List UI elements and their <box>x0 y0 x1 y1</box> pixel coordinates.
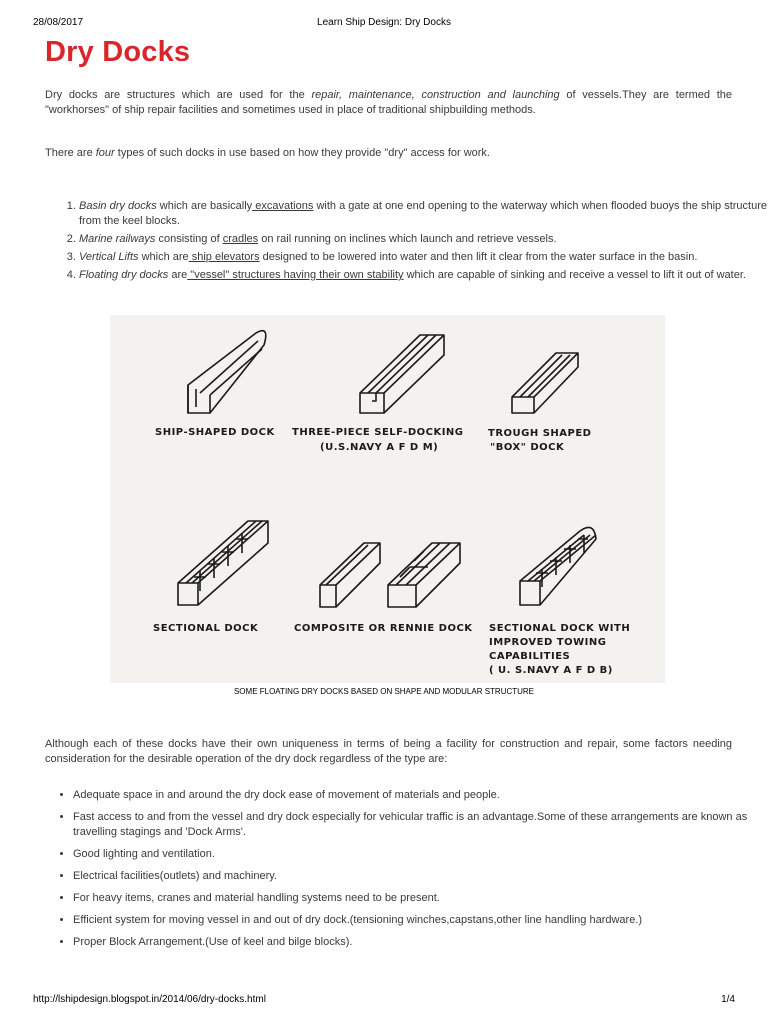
intro-text-2: of vessels.They are termed the "workhorses" of ship repair facilities and sometimes used in place of traditional shipbuilding methods. <box>45 89 732 116</box>
dock-type-link[interactable]: ship elevators <box>188 251 260 263</box>
intro-emphasis: repair, maintenance, construction and launching <box>311 89 560 101</box>
sectional-dock-drawing <box>178 521 268 605</box>
label-trough-dock: TROUGH SHAPED <box>488 428 592 439</box>
dock-type-text: are <box>168 269 188 281</box>
print-page-number: 1/4 <box>721 994 735 1005</box>
list-item: • Fast access to and from the vessel and dry dock especially for vehicular traffic is an advantage.Some of these arrangements are known as travelling stagings and 'Dock Arms'. <box>73 810 753 840</box>
dock-type-name: Vertical Lifts <box>79 251 139 263</box>
list-item <box>79 199 767 229</box>
label-improved-dock-1: SECTIONAL DOCK WITH <box>489 623 631 634</box>
improved-sectional-dock-drawing <box>520 527 596 605</box>
list-item <box>79 232 767 247</box>
dock-type-name: Floating dry docks <box>79 269 169 281</box>
dock-type-name: Basin dry docks <box>79 200 157 212</box>
dock-type-text: with a gate at one end opening to the waterway which when flooded buoys the ship structure from the keel blocks. <box>79 200 768 227</box>
print-url: http://lshipdesign.blogspot.in/2014/06/dry-docks.html <box>33 994 266 1005</box>
floating-docks-illustration <box>110 315 665 683</box>
types-intro-text-1: There are <box>45 147 96 159</box>
label-improved-dock-4: ( U. S.NAVY A F D B) <box>489 665 613 676</box>
list-item: • Electrical facilities(outlets) and machinery. <box>73 869 753 884</box>
dock-type-text: designed to be lowered into water and then lift it clear from the water surface in the basin. <box>259 251 698 263</box>
label-three-piece-dock: THREE-PIECE SELF-DOCKING <box>292 427 464 438</box>
label-composite-dock: COMPOSITE OR RENNIE DOCK <box>294 623 473 634</box>
label-improved-dock-2: IMPROVED TOWING <box>489 637 607 648</box>
dock-type-link[interactable]: excavations <box>252 200 314 212</box>
trough-dock-drawing <box>512 353 578 413</box>
list-item <box>79 268 767 283</box>
dock-type-text: which are capable of sinking and receive a vessel to lift it out of water. <box>403 269 746 281</box>
print-date: 28/08/2017 <box>33 17 84 28</box>
print-title: Learn Ship Design: Dry Docks <box>317 17 451 28</box>
label-sectional-dock: SECTIONAL DOCK <box>153 623 259 634</box>
types-intro <box>45 146 732 161</box>
label-ship-shaped-dock: SHIP-SHAPED DOCK <box>155 427 275 438</box>
label-three-piece-dock-navy: (U.S.NAVY A F D M) <box>320 442 439 453</box>
dock-type-text: on rail running on inclines which launch and retrieve vessels. <box>258 233 557 245</box>
label-improved-dock-3: CAPABILITIES <box>489 651 571 662</box>
three-piece-dock-drawing <box>360 335 444 413</box>
figure-caption: SOME FLOATING DRY DOCKS BASED ON SHAPE AND MODULAR STRUCTURE <box>233 687 535 696</box>
list-item: • Efficient system for moving vessel in and out of dry dock.(tensioning winches,capstans,other line handling hardware.) <box>73 913 753 928</box>
dock-type-link[interactable]: "vessel" structures having their own stability <box>187 269 404 281</box>
list-item: • Proper Block Arrangement.(Use of keel and bilge blocks). <box>73 935 753 950</box>
dock-type-link[interactable]: cradles <box>222 233 259 245</box>
factors-list <box>45 788 753 957</box>
types-intro-emphasis: four <box>95 147 115 159</box>
list-item: • Adequate space in and around the dry dock ease of movement of materials and people. <box>73 788 753 803</box>
dock-types-list <box>45 199 767 286</box>
list-item: • For heavy items, cranes and material handling systems need to be present. <box>73 891 753 906</box>
page-title: Dry Docks <box>45 36 191 68</box>
list-item: • Good lighting and ventilation. <box>73 847 753 862</box>
list-item <box>79 250 767 265</box>
dock-type-text: which are basically <box>156 200 253 212</box>
types-intro-text-2: types of such docks in use based on how they provide "dry" access for work. <box>114 147 490 159</box>
intro-paragraph <box>45 88 732 118</box>
composite-dock-drawing <box>320 543 460 607</box>
floating-docks-figure <box>110 315 665 683</box>
dock-type-text: consisting of <box>155 233 223 245</box>
dock-type-text: which are <box>138 251 189 263</box>
ship-shaped-dock-drawing <box>188 331 266 413</box>
dock-type-name: Marine railways <box>79 233 156 245</box>
label-trough-dock-box: "BOX" DOCK <box>490 442 565 453</box>
factors-intro: Although each of these docks have their own uniqueness in terms of being a facility for construction and repair, some factors needing consideration for the desirable operation of the dry dock regardless of the type are: <box>45 738 732 765</box>
intro-text-1: Dry docks are structures which are used for the <box>45 89 312 101</box>
